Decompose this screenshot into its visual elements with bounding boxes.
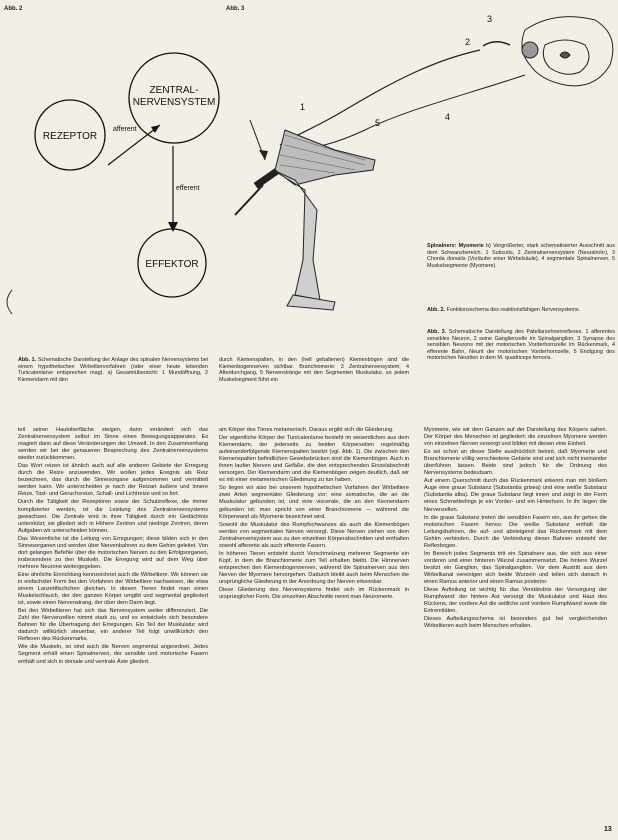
label-4: 4 [445, 112, 451, 122]
caption-abb3-body: Schematische Darstellung des Patellarsehnenreflexes. 1 afferentes sensibles Neuron, 2 seine Ganglienzelle im Spinalganglion, 3 Synapse des sensiblen Neurons mit der motorischen Vorderhornzelle im Rückenmark, 4 efferente Bahn, Neurit der motorischen Vorderhornzelle, 5 Endigung des motorischen Neuriten in dem M. quadriceps femoris. [427, 329, 615, 362]
caption-abb3-title: Abb. 3. [427, 329, 447, 335]
caption-abb3 [427, 329, 615, 362]
text-column-right [424, 427, 607, 832]
efferent-label: efferent [176, 185, 200, 192]
caption-spinal-nerve-body: b) Vergrößerter, stark schematisierter Ausschnitt aus dem Schwanzbereich. 1 Subcutis, 2 Zentralnervensystem (Neuralrohr), 3 Chorda dorsalis (Vorläufer einer Wirbelsäule), 4 segmentale Spinalnerven, 5 Muskelsegmente (Myomere). [427, 243, 616, 269]
caption-abb2-body: Funktionsschema des reaktionsfähigen Nervensystems. [446, 307, 581, 313]
label-1: 1 [300, 102, 306, 112]
caption-abb1-body: Schematische Darstellung der Anlage des spinalen Nervensystems bei einem hypothetischen Wirbeltiervorfahren (oder einer heute lebenden Tunicatenlarve entsprechen mag). a) Gesamtübersicht: 1 Mundöffnung, 2 Kiemendarm mit den [18, 357, 208, 383]
paragraph: Myomerie, wie wir dem Ganzen auf der Darstellung des Körpers sahen. Der Körper des Menschen ist gegliedert; die einzelnen Myomere werden von einzelnen Nerven versorgt und bilden mit diesen eine Einheit. [424, 427, 607, 448]
paragraph: Bei den Wirbeltieren hat sich das Nervensystem weiter differenziert. Die Zahl der Nervenzellen nimmt stark zu, und es entwickeln sich besondere Bahnen für die Übertragung der Erregungen. Ein Teil der Muskulatur wird dadurch willkürlich steuerbar, ein anderer Teil folgt unwillkürlich den Reflexen des Rückenmarks. [18, 608, 208, 643]
paragraph: In die graue Substanz treten die sensiblen Fasern ein, aus ihr gehen die motorischen Fasern hervor. Die weiße Substanz enthält die Leitungsbahnen, die auf- und absteigend das Rückenmark mit dem Gehirn verbinden. Durch die Verbindung dieser Bahnen entsteht der Reflexbogen. [424, 514, 607, 549]
caption-abb1 [18, 357, 208, 383]
page-edge-mark [7, 290, 12, 314]
efferent-neuron-line [295, 75, 525, 150]
caption-spinal-nerve-title: Spinalnerv: Myomerie [427, 243, 484, 249]
text-column-left [18, 427, 208, 837]
caption-abb2-title: Abb. 2. [427, 307, 445, 313]
arrow-afferent-head [151, 125, 160, 133]
fig2-tag: Abb. 2 [4, 6, 23, 12]
paragraph: Diese Gliederung des Nervensystems findet sich im Rückenmark in ursprünglicher Form. Die einzelnen Abschnitte nennt man Neuromerie. [219, 587, 409, 601]
paragraph: Der eigentliche Körper der Tunicatenlarve besteht im wesentlichen aus dem Kiemendarm, der jederseits zu beiden Körperseiten regelmäßig aufeinanderfolgende Kiemenspalten besitzt (vgl. Abb. 1). Die zwischen den Kiemenspalten befindlichen Gewebsbrücken sind die Kiemenbögen. Auch in ihnen laufen Nerven und Gefäße, die den entsprechenden Einzelabschnitt versorgen. Der Kiemendarm und die Kiemenbögen zeigen deutlich, daß wir es mit einer metamerischen Gliederung zu tun haben. [219, 435, 409, 484]
paragraph: Durch die Tätigkeit der Rezeptoren sowie der Schutzreflexe, die immer komplizierter werden, ist die Leistung des Zentralnervensystems gewachsen. Die Zentrale wird in ihrer Tätigkeit durch ein Gedächtnis unterstützt; sie gliedert sich in Höhere Zentren und niedrige Zentren, deren Aufgaben wir unterscheiden können. [18, 499, 208, 534]
label-3: 3 [487, 14, 493, 24]
paragraph: Das Wort reizen ist ähnlich auch auf alle anderen Gebiete der Erregung durch die Reize anzuwenden. Wir wollen jedes Ereignis als Reiz bezeichnen, das durch die Sinnesorgane aufgenommen und vermittelt werden kann. Wir unterscheiden je nach der Reizart äußere und innere Reize, Tast- und Geruchsreize, Schall- und Lichtreize und so fort. [18, 463, 208, 498]
effector-label: EFFEKTOR [145, 259, 199, 270]
receptor-label: REZEPTOR [42, 131, 98, 142]
paragraph: Diese Aufteilung ist wichtig für das Verständnis der Versorgung der Rumpfwand: der hintere Ast versorgt die Muskulatur und Haut des Rückens, der vordere Ast die seitliche und vordere Rumpfwand sowie die Extremitäten. [424, 587, 607, 615]
label-2: 2 [465, 37, 471, 47]
paragraph: Sowohl die Muskulatur des Rumpfschwanzes als auch die Kiemenbögen werden von segmentalen Nerven versorgt. Diese Nerven ziehen von dem Zentralnervensystem aus zu den einzelnen Körperabschnitten und enthalten sowohl afferente als auch efferente Fasern. [219, 521, 409, 549]
arrow-efferent-head [168, 222, 178, 232]
afferent-label: afferent [113, 126, 137, 133]
paragraph: am Körper des Tieres metamerisch. Daraus ergibt sich die Gliederung. [219, 427, 394, 433]
label-5: 5 [375, 118, 381, 128]
function-diagram [0, 0, 230, 330]
paragraph: Das Wesentliche ist die Leitung von Erregungen; diese bilden sich in den Sinnesorganen und werden über Nervenbahnen zu dem Gehirn geleitet. Von dort gelangen Befehle über die motorischen Nerven zu den Erfolgsorganen, insbesondere zu den Muskeln. Die Erregung wird auf dem Weg über mehrere Neurone weitergegeben. [18, 535, 208, 570]
caption-abb1-title: Abb. 1. [18, 357, 37, 363]
text-column-middle [219, 427, 409, 837]
fig3-tag: Abb. 3 [226, 6, 245, 12]
central-label-line2: NERVENSYSTEM [132, 97, 216, 108]
lower-leg [273, 170, 320, 300]
central-label-line1: ZENTRAL- [149, 85, 199, 96]
reflex-hammer-head [254, 168, 279, 189]
paragraph: Es sei schon an dieser Stelle ausdrücklich betont, daß Myomerie und Branchiomerie völlig verschiedene Gebiete sind und sich nicht ineinander überführen lassen. Beide sind jedoch für die Ordnung des Nervensystems bedeutsam. [424, 449, 607, 477]
thigh-muscle [275, 130, 375, 185]
reflex-hammer-handle [235, 185, 263, 215]
caption-abb2 [427, 307, 615, 314]
paragraph: teil seiner Hautoberfläche steigen, dann verändert sich das Zentralnervensystem selbst im Sinne eines Bewegungsapparates. Es reagiert dann auf diese Veränderungen der Umwelt. In den Zusammenhang werden wir bei der genaueren Besprechung des Zentralnervensystems wieder zurückkommen. [18, 427, 208, 462]
paragraph: Im Bereich jedes Segments tritt ein Spinalnerv aus, der sich aus einer vorderen und einer hinteren Wurzel zusammensetzt. Die hintere Wurzel besitzt ein Ganglion, das Spinalganglion. Vor dem Austritt aus dem Wirbelkanal vereinigen sich beide Wurzeln und teilen sich danach in einen Ramus anterior und einen Ramus posterior. [424, 550, 607, 585]
caption-abb1-continued: durch Kiemenspalten, in den (hell gehaltenen) Kiemenbögen sind die Kiemenbogennerven sichtbar. Branchiomerie: 3 Zentralnervensystem; 4 Afterdurchgang, 5 Nervenstränge mit den Segmenten Muskulatur, so jedem Muskelsegment führt ein [219, 357, 409, 383]
paragraph: Dieses Aufteilungsschema ist besonders gut bei vergleichenden Wirbeltieren auch beim Menschen erhalten. [424, 616, 607, 630]
paragraph: In höheren Tieren entsteht durch Verschmelzung mehrerer Segmente ein Kopf, in dem die Branchiomerie zum Teil erhalten bleibt. Die Hirnnerven entsprechen den Kiemenbogennerven, während die Spinalnerven aus den Nerven der Myomere hervorgehen. Dadurch bleibt auch beim Menschen die ursprüngliche Gliederung in der Anordnung der Nerven erkennbar. [219, 550, 409, 585]
afferent-neuron-line [280, 50, 480, 145]
spinal-cord-section [483, 17, 613, 86]
caption-spinal-nerve [427, 243, 615, 269]
page-number: 13 [604, 826, 612, 833]
paragraph: Eine ähnliche Einrichtung kennzeichnet auch die Wirbeltiere. Wir können sie in einfachster Form bei den Vorfahren der Wirbeltiere nachweisen, die etwa einem Lanzettfischchen gleichen. In diesen Tieren findet man einen Muskelschlauch, der den ganzen Körper umgibt und segmental gegliedert ist, sowie einen Nervenstrang, der über dem Darm liegt. [18, 571, 208, 607]
paragraph: So liegen wir also bei unserem hypothetischen Vorfahren der Wirbeltiere zwei Arten segmentaler Gliederung vor: eine somatische, die an die Muskulatur gebunden ist, und eine viscerale, die an den Kiemendarm gebunden ist; man spricht von einer Branchiomerie — während die Körperwand als Myomerie bezeichnet wird. [219, 485, 409, 520]
paragraph: Wie die Muskeln, so sind auch die Nerven segmental angeordnet. Jedes Segment erhält einen Spinalnerven, der sensible und motorische Fasern enthält und sich in dorsale und ventrale Äste gliedert. [18, 644, 208, 665]
paragraph: Auf einem Querschnitt durch das Rückenmark erkennt man mit bloßem Auge eine graue Substanz (Substantia grisea) und eine weiße Substanz (Substantia alba). Die graue Substanz liegt innen und zeigt in der Form eines Schmetterlings je ein Vorder- und ein Hinterhorn. In ihr liegen die Nervenzellen. [424, 478, 607, 513]
